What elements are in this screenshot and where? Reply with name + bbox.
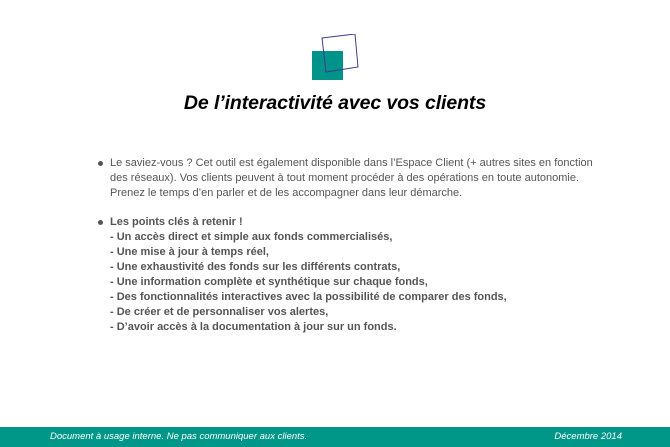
key-point-line: - Une mise à jour à temps réel,	[110, 246, 269, 258]
footer-date: Décembre 2014	[554, 431, 622, 442]
key-point-line: - Un accès direct et simple aux fonds commercialisés,	[110, 231, 393, 243]
bullet-text: Le saviez-vous ? Cet outil est également disponible dans l’Espace Client (+ autres sites en fonction des réseaux). Vos clients peuvent à tout moment procéder à des opérations en toute autonomie. Prenez le temps d’en parler et de les accompagner dans leur démarche.	[110, 157, 593, 199]
key-point-line: - Une information complète et synthétique sur chaque fonds,	[110, 276, 428, 288]
bullet-list	[98, 156, 598, 335]
bullet-dot-icon	[98, 220, 103, 225]
logo-filled-square	[312, 51, 343, 80]
teal-square-with-rotated-outline-icon	[311, 34, 359, 82]
footer-bar	[0, 427, 670, 447]
bullet-item	[98, 215, 598, 335]
bullet-item	[98, 156, 598, 201]
slide-title: De l’interactivité avec vos clients	[183, 92, 487, 114]
key-point-line: - De créer et de personnaliser vos alertes,	[110, 306, 329, 318]
key-point-line: - Des fonctionnalités interactives avec la possibilité de comparer des fonds,	[110, 291, 507, 303]
key-point-line: - Une exhaustivité des fonds sur les différents contrats,	[110, 261, 401, 273]
key-point-line: - D’avoir accès à la documentation à jour sur un fonds.	[110, 321, 397, 333]
footer-disclaimer: Document à usage interne. Ne pas communiquer aux clients.	[50, 431, 308, 442]
key-points-heading: Les points clés à retenir !	[110, 216, 243, 228]
bullet-dot-icon	[98, 161, 103, 166]
